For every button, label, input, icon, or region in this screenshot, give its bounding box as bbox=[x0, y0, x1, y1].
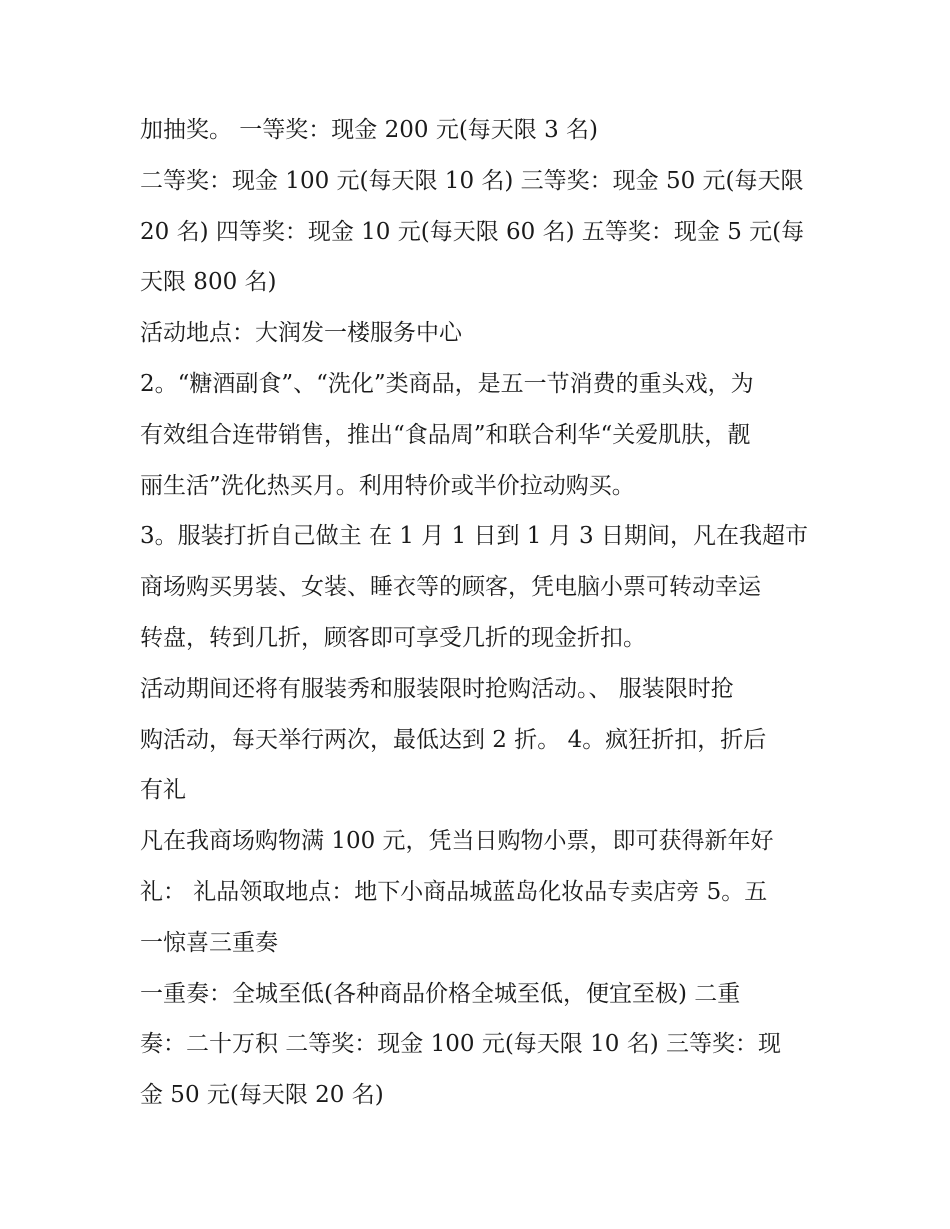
text-line: 转盘，转到几折，顾客即可享受几折的现金折扣。 bbox=[140, 624, 646, 651]
text-line: 活动地点：大润发一楼服务中心 bbox=[140, 320, 462, 347]
text-line: 礼： 礼品领取地点：地下小商品城蓝岛化妆品专卖店旁 5。五 bbox=[140, 878, 768, 905]
text-line: 20 名) 四等奖：现金 10 元(每天限 60 名) 五等奖：现金 5 元(每 bbox=[140, 218, 805, 245]
text-line: 一重奏：全城至低(各种商品价格全城至低，便宜至极) 二重 bbox=[140, 980, 741, 1007]
text-line: 丽生活”洗化热买月。利用特价或半价拉动购买。 bbox=[140, 472, 635, 499]
text-line: 商场购买男装、女装、睡衣等的顾客，凭电脑小票可转动幸运 bbox=[140, 574, 761, 601]
text-line: 加抽奖。 一等奖：现金 200 元(每天限 3 名) bbox=[140, 117, 599, 143]
text-line: 天限 800 名) bbox=[140, 269, 277, 296]
text-line: 一惊喜三重奏 bbox=[140, 929, 278, 956]
text-line: 凡在我商场购物满 100 元，凭当日购物小票，即可获得新年好 bbox=[140, 828, 774, 855]
text-line: 金 50 元(每天限 20 名) bbox=[140, 1082, 384, 1109]
text-line: 活动期间还将有服装秀和服装限时抢购活动。、 服装限时抢 bbox=[140, 675, 734, 702]
text-line: 2。“糖酒副食”、“洗化”类商品，是五一节消费的重头戏，为 bbox=[140, 370, 754, 397]
text-line: 有礼 bbox=[140, 777, 186, 804]
text-line: 购活动，每天举行两次，最低达到 2 折。 4。疯狂折扣，折后 bbox=[140, 726, 767, 753]
text-line: 奏：二十万积 二等奖：现金 100 元(每天限 10 名) 三等奖：现 bbox=[140, 1031, 781, 1058]
text-line: 3。服装打折自己做主 在 1 月 1 日到 1 月 3 日期间，凡在我超市 bbox=[140, 523, 808, 550]
text-line: 二等奖：现金 100 元(每天限 10 名) 三等奖：现金 50 元(每天限 bbox=[140, 167, 804, 194]
text-line: 有效组合连带销售，推出“食品周”和联合利华“关爱肌肤，靓 bbox=[140, 421, 751, 448]
document-body bbox=[140, 105, 830, 1121]
